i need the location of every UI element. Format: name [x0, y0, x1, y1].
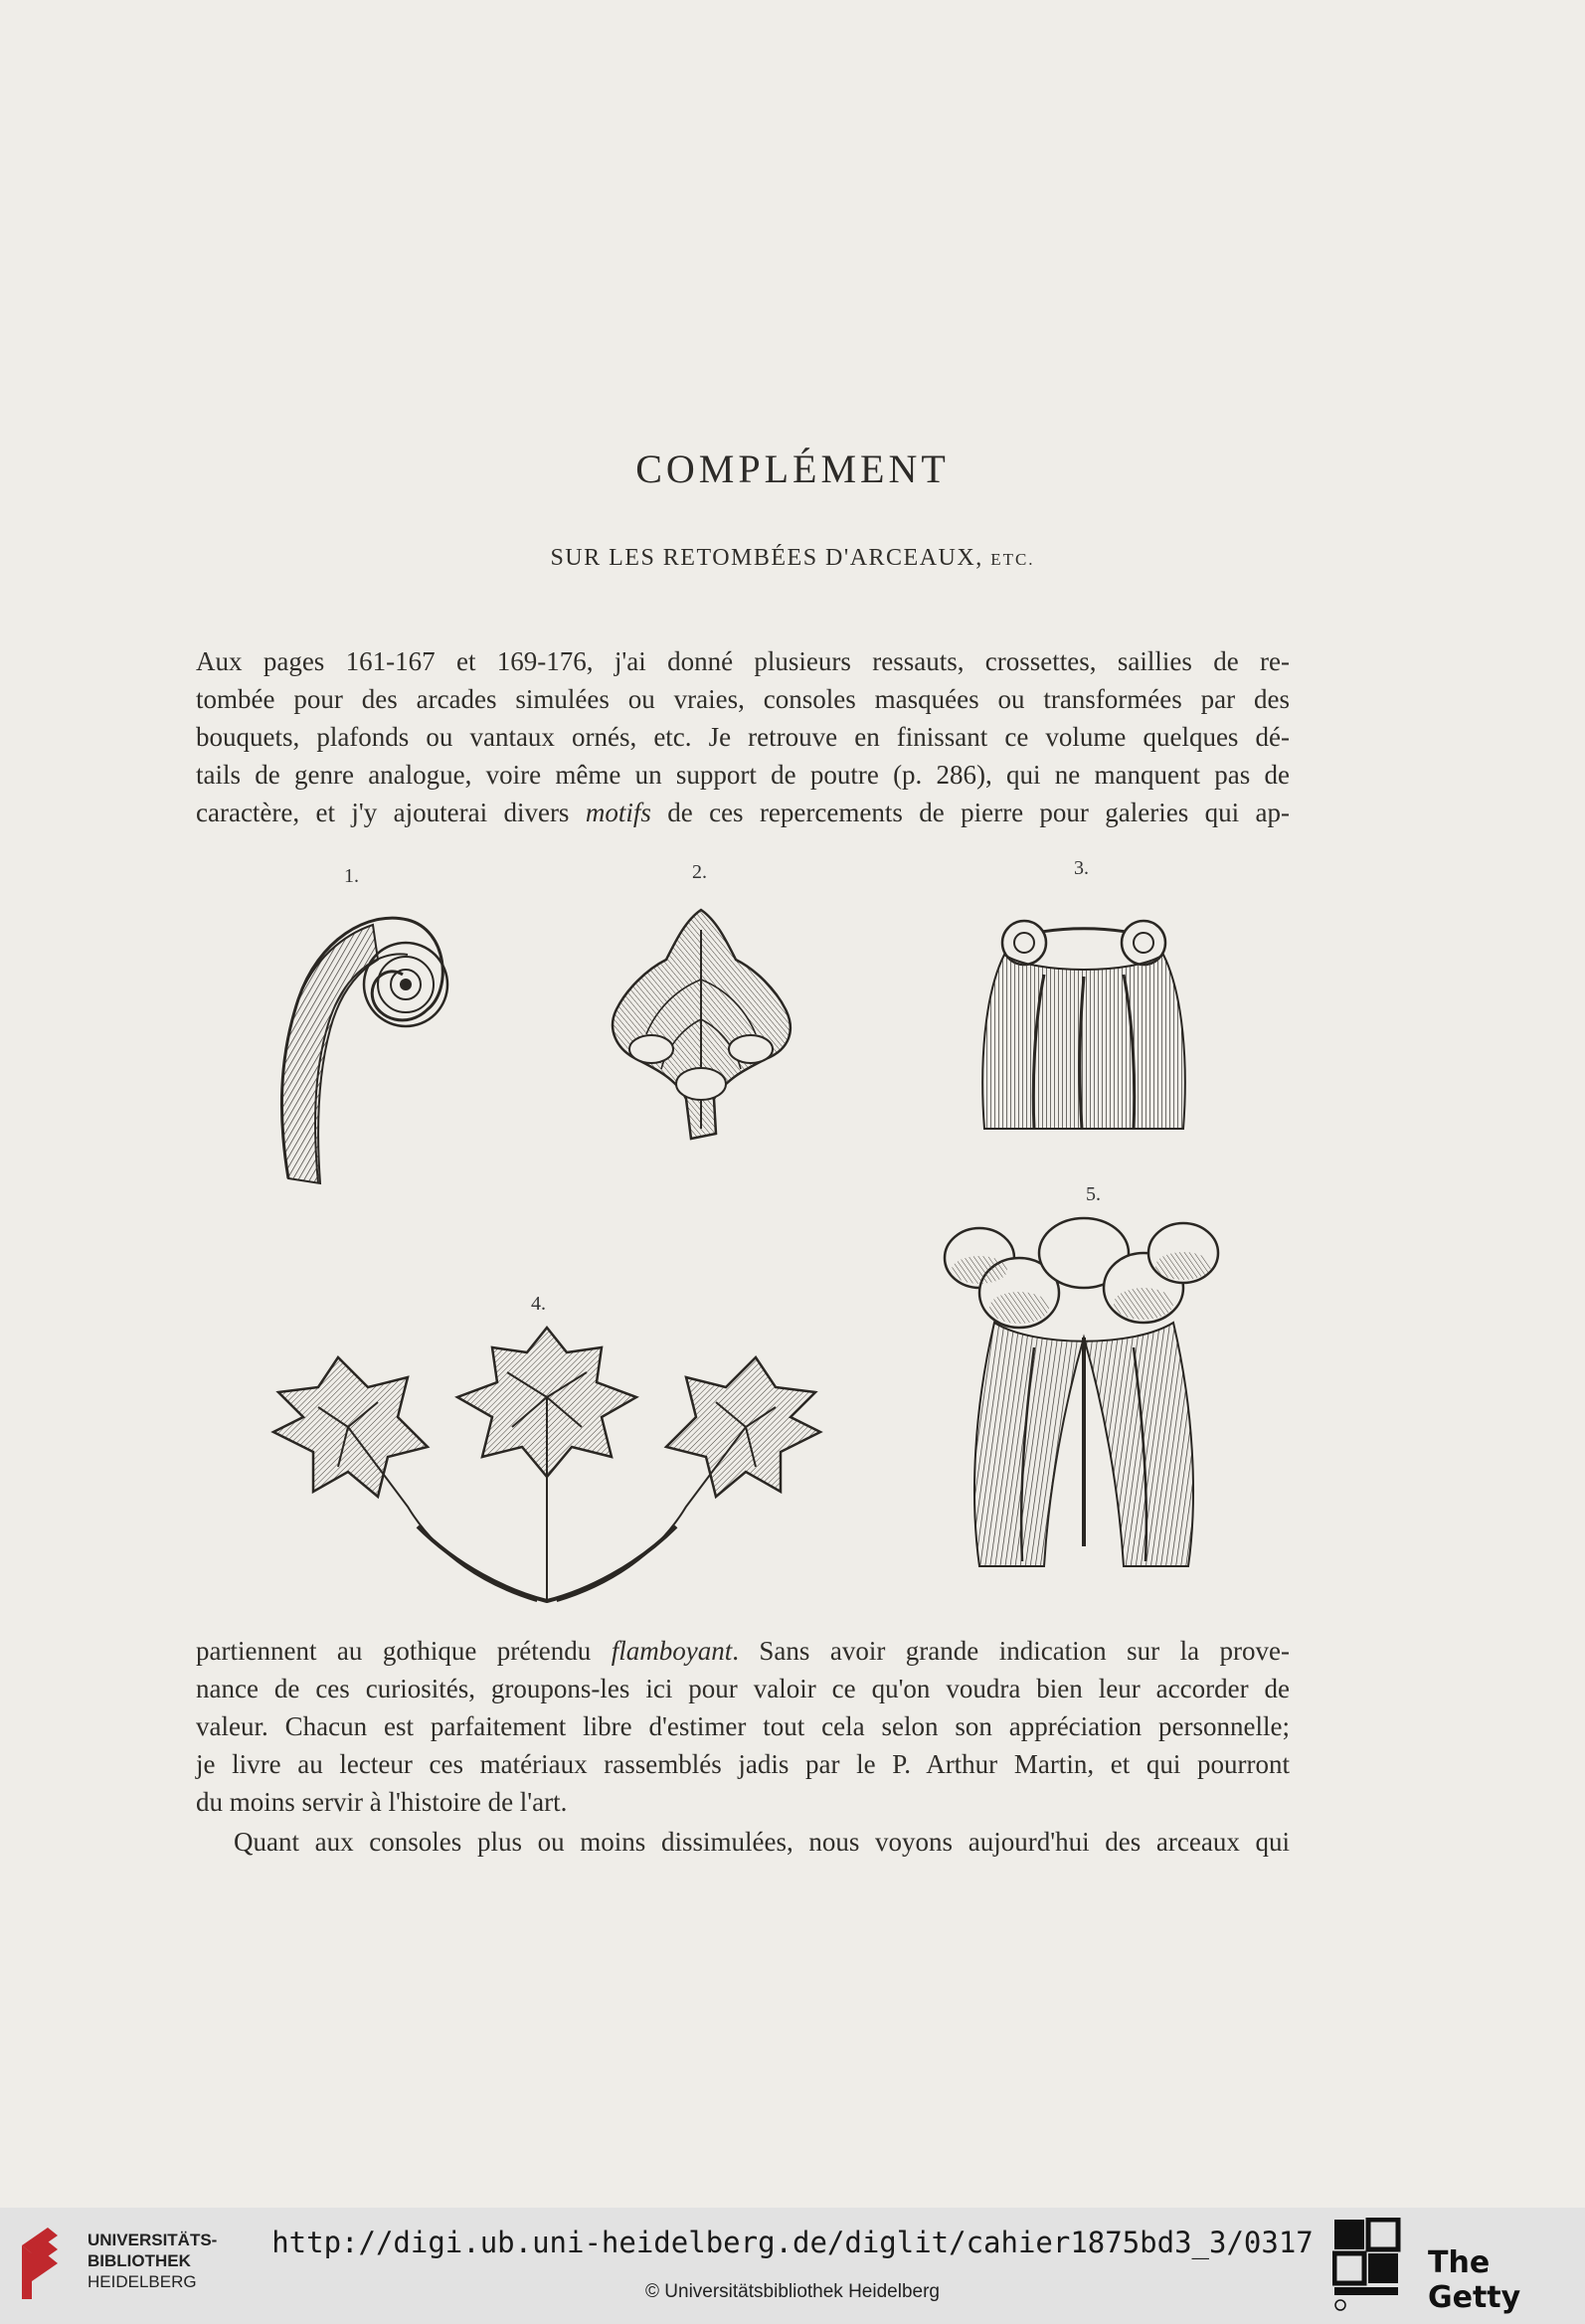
getty-wordmark: The Getty: [1428, 2245, 1521, 2315]
text-run: de ces repercements de pierre pour galeries qui ap-: [650, 798, 1290, 827]
paragraph-1-line-5: [196, 794, 1290, 831]
footer-bar: [0, 2208, 1585, 2324]
figure-label-1: 1.: [344, 865, 359, 887]
paragraph-2-line-4: je livre au lecteur ces matériaux rassemblés jadis par le P. Arthur Martin, et qui pourront: [196, 1749, 1290, 1779]
paragraph-3-line-1: Quant aux consoles plus ou moins dissimulées, nous voyons aujourd'hui des arceaux qui: [234, 1827, 1290, 1857]
page-subtitle: [0, 545, 1585, 572]
drapery-knot-capital-engraving: [935, 1208, 1233, 1581]
paragraph-1-line-3: bouquets, plafonds ou vantaux ornés, etc. Je retrouve en finissant ce volume quelques dé-: [196, 722, 1290, 752]
paragraph-2-line-2: nance de ces curiosités, groupons-les ici pour valoir ce qu'on voudra bien leur accorder de: [196, 1674, 1290, 1703]
paragraph-1-line-2: tombée pour des arcades simulées ou vraies, consoles masquées ou transformées par des: [196, 684, 1290, 714]
paragraph-2-line-5: du moins servir à l'histoire de l'art.: [196, 1787, 568, 1817]
paragraph-1-line-1: Aux pages 161-167 et 169-176, j'ai donné plusieurs ressauts, crossettes, saillies de re-: [196, 646, 1290, 676]
copyright-notice: © Universitätsbibliothek Heidelberg: [645, 2281, 940, 2302]
library-name-line-1: UNIVERSITÄTS-: [88, 2231, 218, 2249]
paragraph-2-line-1: [196, 1632, 1290, 1670]
acanthus-leaf-engraving: [597, 900, 805, 1149]
volute-scroll-engraving: [259, 900, 457, 1188]
subtitle-text: SUR LES RETOMBÉES D'ARCEAUX,: [550, 545, 983, 571]
figure-label-4: 4.: [531, 1293, 546, 1315]
text-run: partiennent au gothique prétendu: [196, 1636, 612, 1666]
text-run: . Sans avoir grande indication sur la prove-: [732, 1636, 1290, 1666]
figure-label-3: 3.: [1074, 857, 1089, 879]
text-run: caractère, et j'y ajouterai divers: [196, 798, 586, 827]
figure-label-5: 5.: [1086, 1183, 1101, 1205]
capital-with-fronds-engraving: [955, 895, 1213, 1139]
figure-label-2: 2.: [692, 861, 707, 883]
italic-run: motifs: [585, 798, 651, 827]
source-url-link[interactable]: http://digi.ub.uni-heidelberg.de/diglit/cahier1875bd3_3/0317: [271, 2226, 1314, 2259]
page-title: COMPLÉMENT: [635, 447, 950, 491]
italic-run: flamboyant: [611, 1636, 733, 1666]
getty-logo-icon: [1332, 2218, 1402, 2313]
library-name-line-3: HEIDELBERG: [88, 2272, 197, 2291]
paragraph-2-line-3: valeur. Chacun est parfaitement libre d'estimer tout cela selon son appréciation personnelle;: [196, 1711, 1290, 1741]
subtitle-etc: ETC.: [990, 550, 1035, 569]
ivy-leaf-frieze-engraving: [259, 1318, 835, 1606]
library-name-line-2: BIBLIOTHEK: [88, 2251, 191, 2270]
paragraph-1-line-4: tails de genre analogue, voire même un support de poutre (p. 286), qui ne manquent pas de: [196, 760, 1290, 790]
